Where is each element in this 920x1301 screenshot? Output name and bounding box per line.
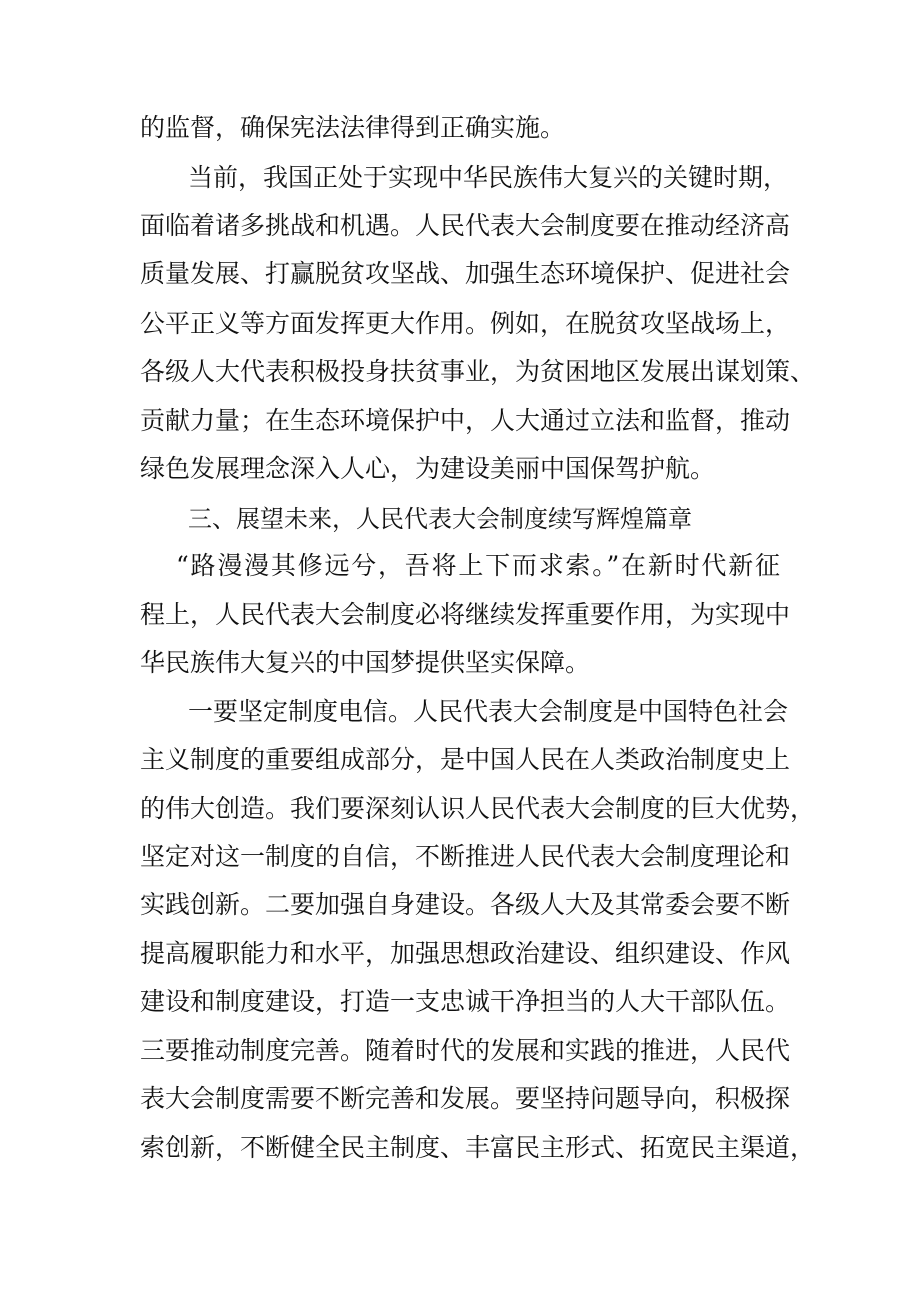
paragraph-line: 建设和制度建设，打造一支忠诚干净担当的人大干部队伍。 xyxy=(140,987,791,1016)
paragraph-line: 索创新，不断健全民主制度、丰富民主形式、拓宽民主渠道， xyxy=(140,1133,816,1162)
paragraph-line: 面临着诸多挑战和机遇。人民代表大会制度要在推动经济高 xyxy=(140,211,791,240)
paragraph-line: 各级人大代表积极投身扶贫事业，为贫困地区发展出谋划策、 xyxy=(140,357,816,386)
paragraph-line: 绿色发展理念深入人心，为建设美丽中国保驾护航。 xyxy=(140,454,716,483)
paragraph-line: 贡献力量；在生态环境保护中，人大通过立法和监督，推动 xyxy=(140,406,791,435)
paragraph-line: 实践创新。二要加强自身建设。各级人大及其常委会要不断 xyxy=(140,890,791,919)
paragraph-line: 当前，我国正处于实现中华民族伟大复兴的关键时期， xyxy=(188,163,789,192)
section-heading: 三、展望未来，人民代表大会制度续写辉煌篇章 xyxy=(188,505,692,533)
paragraph-line: 的伟大创造。我们要深刻认识人民代表大会制度的巨大优势， xyxy=(140,794,816,823)
paragraph-line: 表大会制度需要不断完善和发展。要坚持问题导向，积极探 xyxy=(140,1084,791,1113)
paragraph-line: 提高履职能力和水平，加强思想政治建设、组织建设、作风 xyxy=(140,939,791,968)
paragraph-line: 的监督，确保宪法法律得到正确实施。 xyxy=(140,113,566,142)
paragraph-line: 主义制度的重要组成部分，是中国人民在人类政治制度史上 xyxy=(140,745,791,774)
paragraph-line: 一要坚定制度电信。人民代表大会制度是中国特色社会 xyxy=(188,697,789,726)
paragraph-line: 华民族伟大复兴的中国梦提供坚实保障。 xyxy=(140,648,591,677)
paragraph-line: “路漫漫其修远兮，吾将上下而求索。”在新时代新征 xyxy=(176,551,780,580)
paragraph-line: 质量发展、打赢脱贫攻坚战、加强生态环境保护、促进社会 xyxy=(140,259,791,288)
paragraph-line: 坚定对这一制度的自信，不断推进人民代表大会制度理论和 xyxy=(140,842,791,871)
paragraph-line: 三要推动制度完善。随着时代的发展和实践的推进，人民代 xyxy=(140,1036,791,1065)
paragraph-line: 程上，人民代表大会制度必将继续发挥重要作用，为实现中 xyxy=(140,600,791,629)
paragraph-line: 公平正义等方面发挥更大作用。例如，在脱贫攻坚战场上， xyxy=(140,309,791,338)
